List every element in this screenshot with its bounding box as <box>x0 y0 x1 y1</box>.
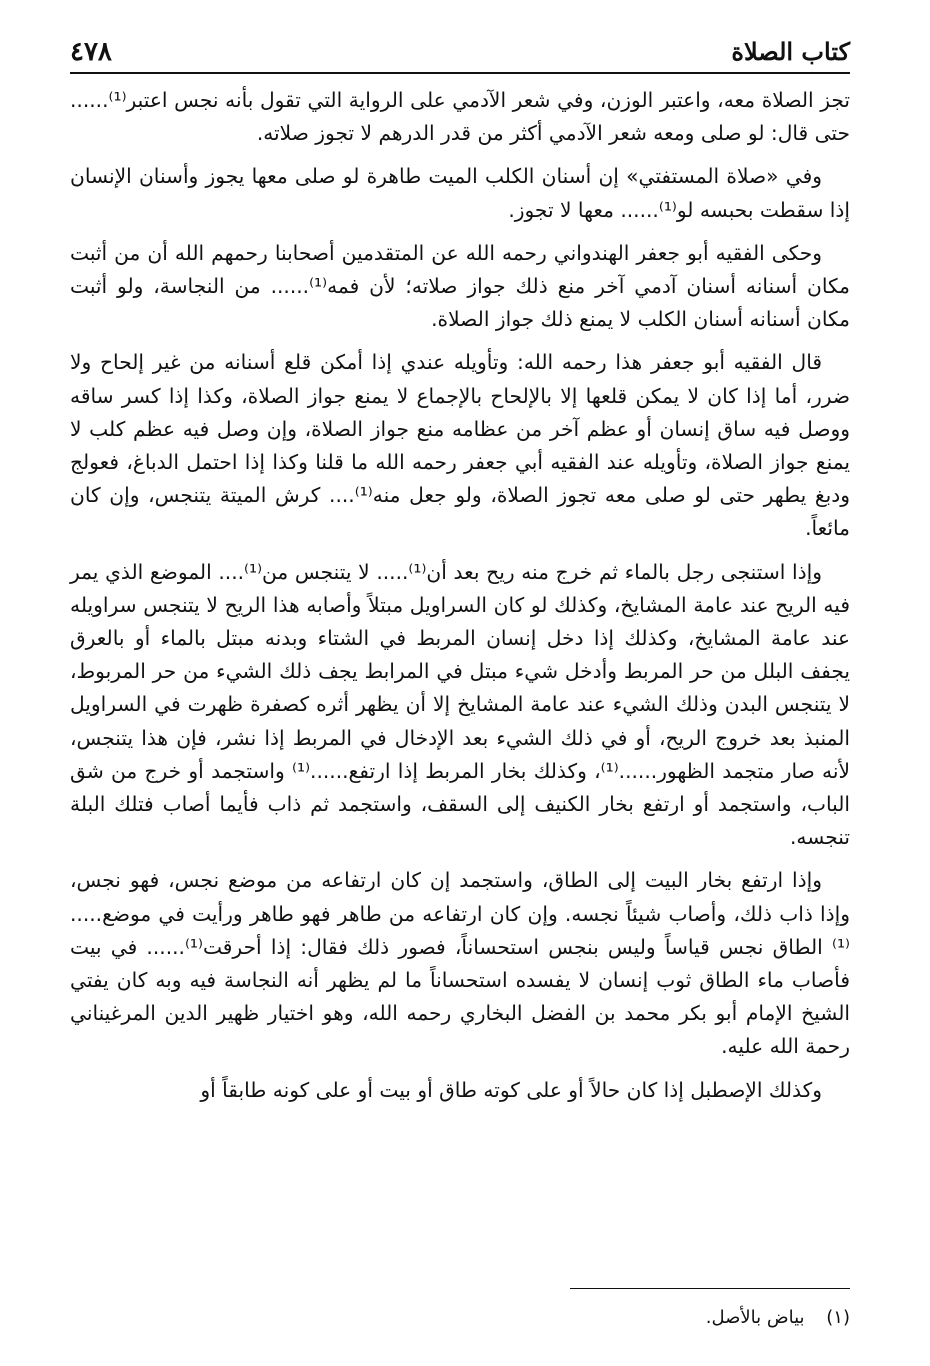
paragraph-6: وإذا ارتفع بخار البيت إلى الطاق، واستجمد إن كان ارتفاعه من موضع نجس، فهو نجس، وإذا ذاب ذلك، وأصاب شيئاً نجسه. وإن كان ارتفاعه من طاهر فهو طاهر ورأيت في موضع.....⁽¹⁾ الطاق نجس قياساً وليس بنجس استحساناً، فصور ذلك فقال: إذا أحرقت⁽¹⁾...... في بيت فأصاب ماء الطاق ثوب إنسان لا يفسده استحساناً ما لم يظهر أنه النجاسة فيه وبه كان يفتي الشيخ الإمام أبو بكر محمد بن الفضل البخاري رحمه الله، وهو اختيار ظهير الدين المرغيناني رحمة الله عليه. <box>70 868 850 1059</box>
paragraph-2: وفي «صلاة المستفتي» إن أسنان الكلب الميت طاهرة لو صلى معها يجوز وأسنان الإنسان إذا سقطت بحبسه لو⁽¹⁾...... معها لا تجوز. <box>70 164 850 222</box>
footnote-divider <box>570 1288 850 1289</box>
paragraph-1: تجز الصلاة معه، واعتبر الوزن، وفي شعر الآدمي على الرواية التي تقول بأنه نجس اعتبر⁽¹⁾...... حتى قال: لو صلى ومعه شعر الآدمي أكثر من قدر الدرهم لا تجوز صلاته. <box>70 88 850 146</box>
book-page <box>70 28 850 1338</box>
paragraph-4: قال الفقيه أبو جعفر هذا رحمه الله: وتأويله عندي إذا أمكن قلع أسنانه من غير إلحاح ولا ضرر، أما إذا كان لا يمكن قلعها إلا بالإلحاح بالإجماع لا يمنع جواز الصلاة، وكذا إذا كسر ساقه ووصل فيه ساق إنسان أو عظم آخر من عظامه منع جواز الصلاة، وإن وصل فيه عظم كلب لا يمنع جواز الصلاة، وتأويله عند الفقيه أبي جعفر رحمه الله ما قلنا وكذا إذا احتمل الدباغ، فعولج ودبغ يطهر حتى لو صلى معه تجوز الصلاة، ولو جعل منه⁽¹⁾.... كرش الميتة يتنجس، وإن كان مائعاً. <box>70 350 850 541</box>
running-head <box>70 28 850 74</box>
page-number: ٤٧٨ <box>70 37 112 67</box>
book-title: كتاب الصلاة <box>731 37 850 66</box>
paragraph-5: وإذا استنجى رجل بالماء ثم خرج منه ريح بعد أن⁽¹⁾..... لا يتنجس من⁽¹⁾.... الموضع الذي يمر فيه الريح عند عامة المشايخ، وكذلك لو كان السراويل مبتلاً وأصابه هذا الريح لا يتنجس سراويله عند عامة المشايخ، وكذلك إذا دخل إنسان المربط في الشتاء وبدنه مبتل بالماء أو بالعرق يجفف البلل من حر المربط وأدخل شيء مبتل في المرابط يجف ذلك الشيء من حر المربوط، لا يتنجس البدن وذلك الشيء عند عامة المشايخ إلا أن يظهر أثره كصفرة ظهرت في السراويل المنبذ بعد خروج الريح، أو في ذلك الشيء بعد الإدخال في المربط إذا نشر، فإن هذا يتنجس، لأنه صار متجمد الظهور......⁽¹⁾، وكذلك بخار المربط إذا ارتفع......⁽¹⁾ واستجمد أو خرج من شق الباب، واستجمد أو ارتفع بخار الكنيف إلى السقف، واستجمد ثم ذاب فأيما أصاب فتلك البلة تنجسه. <box>70 559 850 850</box>
footnote-text: بياض بالأصل. <box>705 1307 805 1328</box>
footnote-mark: (١) <box>826 1307 850 1328</box>
paragraph-3: وحكى الفقيه أبو جعفر الهندواني رحمه الله عن المتقدمين أصحابنا رحمهم الله أن من أثبت مكان أسنانه أسنان آدمي آخر منع ذلك جواز صلاته؛ لأن فمه⁽¹⁾...... من النجاسة، ولو أثبت مكان أسنانه أسنان الكلب لا يمنع ذلك جواز الصلاة. <box>70 240 850 332</box>
body-text <box>70 84 850 1107</box>
paragraph-7: وكذلك الإصطبل إذا كان حالاً أو على كوته طاق أو بيت أو على كونه طابقاً أو <box>200 1077 822 1102</box>
footnote <box>706 1304 850 1332</box>
